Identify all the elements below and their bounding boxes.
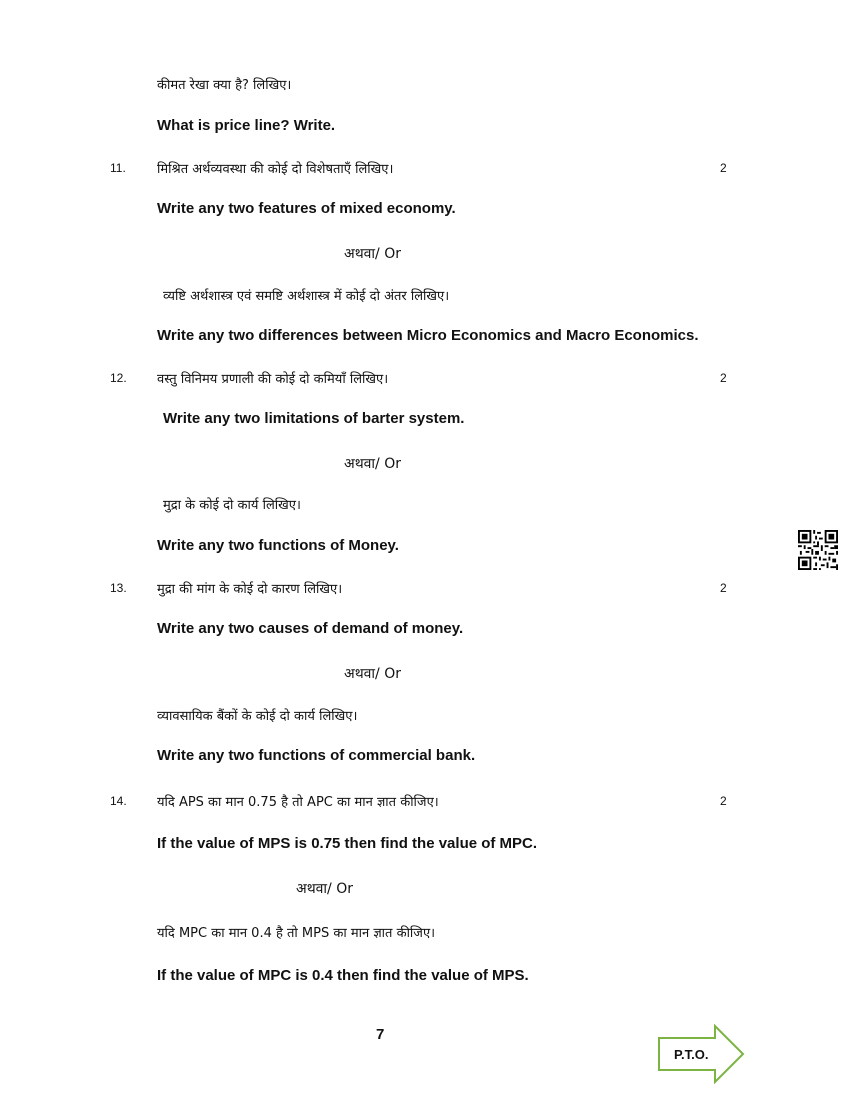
q14-marks: 2 [720, 794, 727, 808]
q13-marks: 2 [720, 581, 727, 595]
q12-or-label: अथवा/ Or [344, 456, 401, 472]
q12-number: 12. [110, 371, 127, 385]
q13-number: 13. [110, 581, 127, 595]
q11-hindi-text: मिश्रित अर्थव्यवस्था की कोई दो विशेषताएँ लिखिए। [157, 162, 394, 177]
q13-hindi-text: मुद्रा की मांग के कोई दो कारण लिखिए। [157, 582, 343, 597]
q10-hindi-text: कीमत रेखा क्या है? लिखिए। [157, 78, 292, 93]
q14-alt-english-text: If the value of MPC is 0.4 then find the value of MPS. [157, 967, 529, 984]
q13-alt-hindi-text: व्यावसायिक बैंकों के कोई दो कार्य लिखिए। [157, 709, 358, 724]
q14-hindi-text: यदि APS का मान 0.75 है तो APC का मान ज्ञात कीजिए। [157, 795, 439, 810]
q11-or-label: अथवा/ Or [344, 246, 401, 262]
q11-alt-english-text: Write any two differences between Micro Economics and Macro Economics. [157, 327, 699, 344]
q10-english-text: What is price line? Write. [157, 117, 336, 134]
q12-marks: 2 [720, 371, 727, 385]
q11-alt-hindi-text: व्यष्टि अर्थशास्त्र एवं समष्टि अर्थशास्त्र में कोई दो अंतर लिखिए। [163, 289, 450, 304]
q13-english-text: Write any two causes of demand of money. [157, 620, 464, 637]
q14-alt-hindi-text: यदि MPC का मान 0.4 है तो MPS का मान ज्ञात कीजिए। [157, 926, 436, 941]
q12-hindi-text: वस्तु विनिमय प्रणाली की कोई दो कमियाँ लिखिए। [157, 372, 389, 387]
q12-english-text: Write any two limitations of barter system. [163, 410, 465, 427]
q13-or-label: अथवा/ Or [344, 666, 401, 682]
page-number: 7 [376, 1026, 385, 1043]
q11-english-text: Write any two features of mixed economy. [157, 200, 456, 217]
q11-number: 11. [110, 161, 126, 175]
pto-label: P.T.O. [674, 1047, 709, 1062]
q12-alt-hindi-text: मुद्रा के कोई दो कार्य लिखिए। [163, 498, 301, 513]
q13-alt-english-text: Write any two functions of commercial bank. [157, 747, 476, 764]
q11-marks: 2 [720, 161, 727, 175]
q12-alt-english-text: Write any two functions of Money. [157, 537, 399, 554]
qr-code [798, 530, 838, 570]
q14-english-text: If the value of MPS is 0.75 then find the value of MPC. [157, 835, 538, 852]
q14-number: 14. [110, 794, 127, 808]
q14-or-label: अथवा/ Or [296, 881, 353, 897]
